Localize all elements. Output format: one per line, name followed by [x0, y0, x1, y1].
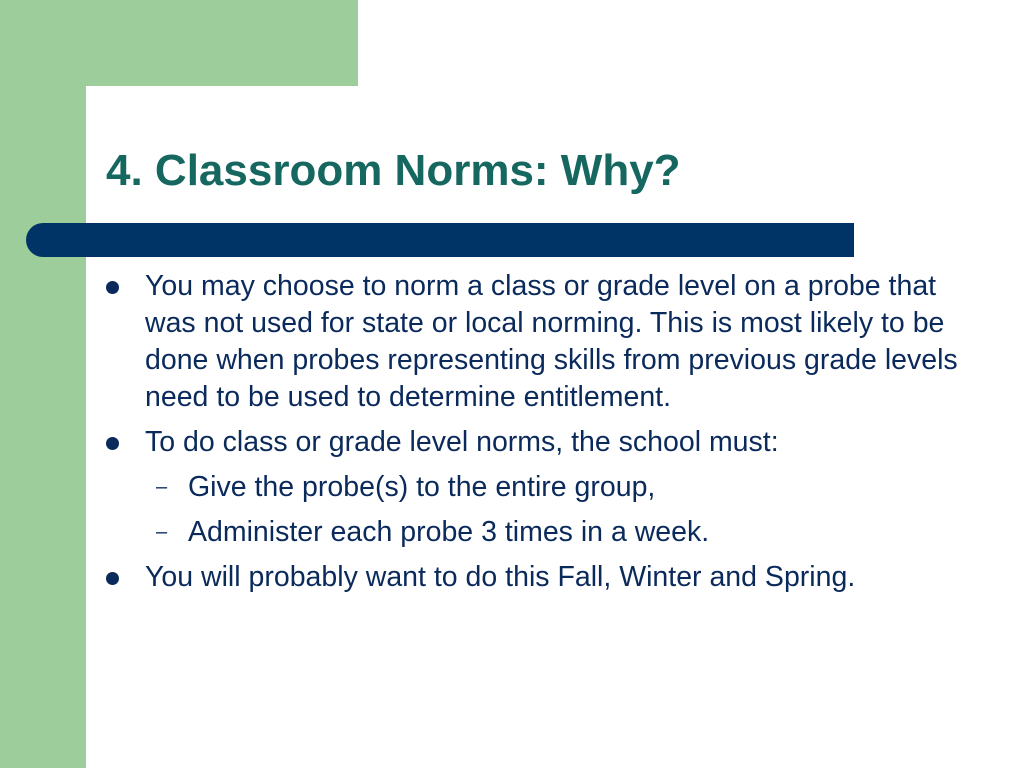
bullet-item [100, 268, 980, 416]
title-underline-bar [26, 223, 854, 257]
dash-icon: – [156, 521, 168, 543]
bullet-list [100, 268, 980, 604]
bullet-text: You may choose to norm a class or grade level on a probe that was not used for state or local norming. This is most likely to be done when probes representing skills from previous grade levels need to be used to determine entitlement. [145, 270, 958, 413]
bullet-dot-icon [106, 572, 119, 585]
sub-bullet-text: Administer each probe 3 times in a week. [188, 516, 710, 548]
top-decorative-band [0, 0, 358, 86]
sub-bullet-item [100, 514, 980, 551]
bullet-text: To do class or grade level norms, the school must: [145, 426, 779, 458]
sub-bullet-text: Give the probe(s) to the entire group, [188, 471, 656, 503]
bullet-dot-icon [106, 437, 119, 450]
slide-title: 4. Classroom Norms: Why? [106, 146, 681, 195]
sub-bullet-item [100, 469, 980, 506]
bullet-text: You will probably want to do this Fall, Winter and Spring. [145, 561, 856, 593]
bullet-item [100, 424, 980, 461]
dash-icon: – [156, 476, 168, 498]
left-decorative-band [0, 0, 86, 768]
bullet-dot-icon [106, 281, 119, 294]
bullet-item [100, 559, 980, 596]
